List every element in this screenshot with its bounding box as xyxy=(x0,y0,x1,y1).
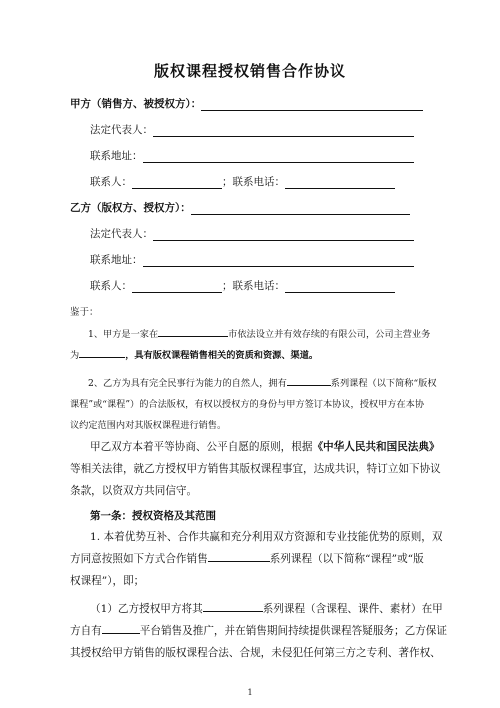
article-1-paragraph-2: （1）乙方授权甲方将其 系列课程（含课程、课件、素材）在甲 方自有 平台销售及推广，并在销售期间持续提供课程答疑服务；乙方保证 其授权给甲方销售的版权课程合法、合规，未侵犯任何第三方之专利、著作权、 xyxy=(70,603,447,659)
party-b-contact-label: 联系人： xyxy=(90,280,132,292)
party-a-phone-label: ；联系电话： xyxy=(222,176,285,188)
party-b-address-blank xyxy=(143,255,414,267)
platform-blank xyxy=(102,623,140,634)
party-b-address-label: 联系地址： xyxy=(90,254,143,266)
course-series-blank-2 xyxy=(208,551,270,562)
party-b-address-row xyxy=(90,252,414,267)
whereas-label: 鉴于： xyxy=(70,307,99,318)
business-blank xyxy=(79,347,125,358)
party-b-row xyxy=(70,200,410,215)
party-a-contact-blank xyxy=(132,177,222,189)
party-a-legal-rep-row xyxy=(90,122,414,137)
party-b-name-blank xyxy=(191,203,410,215)
document-title: 版权课程授权销售合作协议 xyxy=(153,62,346,80)
party-a-address-label: 联系地址： xyxy=(90,150,143,162)
party-a-name-blank xyxy=(201,99,423,111)
party-a-legal-rep-label: 法定代表人： xyxy=(90,124,153,136)
party-a-row xyxy=(70,96,423,111)
city-blank xyxy=(158,326,228,337)
course-series-blank xyxy=(287,375,331,386)
party-a-address-row xyxy=(90,148,414,163)
party-a-contact-row xyxy=(90,174,395,189)
agreement-paragraph: 甲乙双方本着平等协商、公平自愿的原则，根据《中华人民共和国民法典》 等相关法律，就乙方授权甲方销售其版权课程事宜，达成共识，特订立如下协议 条款，以资双方共同信守。 xyxy=(70,441,441,497)
article-1-heading: 第一条：授权资格及其范围 xyxy=(90,510,216,522)
party-a-address-blank xyxy=(143,151,414,163)
party-b-phone-label: ；联系电话： xyxy=(222,280,285,292)
party-b-legal-rep-row xyxy=(90,226,414,241)
party-b-contact-row xyxy=(90,278,395,293)
party-b-legal-rep-label: 法定代表人： xyxy=(90,228,153,240)
party-a-phone-blank xyxy=(285,177,395,189)
party-b-contact-blank xyxy=(132,281,222,293)
whereas-clause-2: 2、乙方为具有完全民事行为能力的自然人，拥有 系列课程（以下简称“版权 课程”或“课程”）的合法版权，有权以授权方的身份与甲方签订本协议，授权甲方在本协 议约定范围内对其版权课程进行销售。 xyxy=(70,373,436,436)
course-series-blank-3 xyxy=(203,601,263,612)
page-number: 1 xyxy=(247,688,253,697)
party-b-phone-blank xyxy=(285,281,395,293)
party-a-contact-label: 联系人： xyxy=(90,176,132,188)
party-a-legal-rep-blank xyxy=(153,125,414,137)
party-a-label: 甲方（销售方、被授权方）： xyxy=(70,98,202,110)
whereas-clause-1: 1、甲方是一家在 市依法设立并有效存续的有限公司，公司主营业务 为 ，具有版权课程销售相关的资质和资源、渠道。 xyxy=(70,324,436,366)
party-b-label: 乙方（版权方、授权方）： xyxy=(70,202,191,214)
article-1-paragraph-1: 1. 本着优势互补、合作共赢和充分利用双方资源和专业技能优势的原则，双 方同意按照如下方式合作销售 系列课程（以下简称“课程”或“版 权课程”），即； xyxy=(70,531,443,587)
party-b-legal-rep-blank xyxy=(153,229,414,241)
